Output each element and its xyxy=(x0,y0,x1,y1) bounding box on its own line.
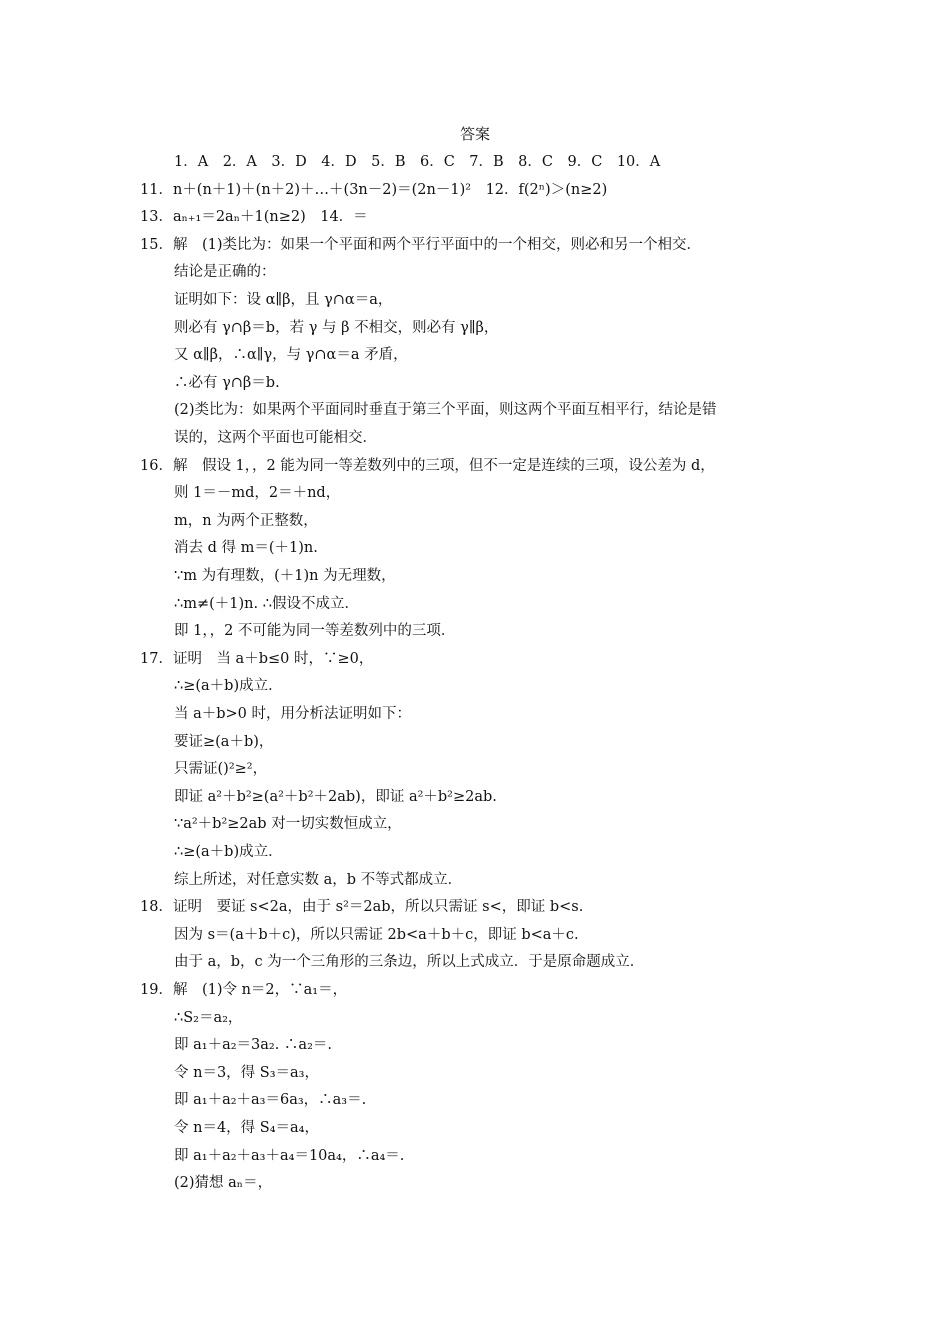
answer-line: ∴m≠(＋1)n. ∴假设不成立． xyxy=(174,596,359,612)
answer-line: 则必有 γ∩β＝b，若 γ 与 β 不相交，则必有 γ∥β， xyxy=(174,320,499,336)
answer-line: ∴≥(a＋b)成立． xyxy=(174,678,283,694)
answer-line: 因为 s＝(a＋b＋c)，所以只需证 2b<a＋b＋c，即证 b<a＋c. xyxy=(174,927,579,943)
answer-line: (2)类比为：如果两个平面同时垂直于第三个平面，则这两个平面互相平行，结论是错 xyxy=(174,402,717,418)
answer-line: ∴必有 γ∩β＝b. xyxy=(174,375,280,391)
answer-line: m，n 为两个正整数， xyxy=(174,513,318,529)
answer-line-18: 18．证明 要证 s<2a，由于 s²＝2ab，所以只需证 s<，即证 b<s. xyxy=(140,899,584,915)
answer-line: ∴≥(a＋b)成立． xyxy=(174,844,283,860)
answer-line: 即证 a²＋b²≥(a²＋b²＋2ab)，即证 a²＋b²≥2ab. xyxy=(174,789,497,805)
answer-line: 消去 d 得 m＝(＋1)n. xyxy=(174,540,318,556)
answer-line: 证明如下：设 α∥β，且 γ∩α＝a， xyxy=(174,292,393,308)
answer-line: 又 α∥β，∴α∥γ，与 γ∩α＝a 矛盾， xyxy=(174,347,408,363)
answer-line: 误的，这两个平面也可能相交． xyxy=(174,430,377,446)
answer-line: 令 n＝3，得 S₃＝a₃， xyxy=(174,1065,319,1081)
answer-line: 只需证()²≥²， xyxy=(174,761,268,777)
answer-line-15: 15．解 (1)类比为：如果一个平面和两个平行平面中的一个相交，则必和另一个相交． xyxy=(140,237,701,253)
answer-line-16: 16．解 假设 1，，2 能为同一等差数列中的三项，但不一定是连续的三项，设公差为 d， xyxy=(140,458,715,474)
answer-line: 则 1＝－md，2＝＋nd， xyxy=(174,485,341,501)
answer-line: 即 a₁＋a₂＋a₃＋a₄＝10a₄，∴a₄＝. xyxy=(174,1148,405,1164)
answer-line: 即 1，，2 不可能为同一等差数列中的三项． xyxy=(174,623,456,639)
answer-line-choices: 1．A 2．A 3．D 4．D 5．B 6．C 7．B 8．C 9．C 10．A xyxy=(174,154,661,170)
answer-line: 即 a₁＋a₂＋a₃＝6a₃，∴a₃＝. xyxy=(174,1092,367,1108)
answer-line: 即 a₁＋a₂＝3a₂. ∴a₂＝. xyxy=(174,1037,332,1053)
answer-line: ∵m 为有理数，(＋1)n 为无理数， xyxy=(174,568,396,584)
answer-line: (2)猜想 aₙ＝， xyxy=(174,1175,273,1191)
answer-line: 要证≥(a＋b)， xyxy=(174,734,274,750)
answer-line: 当 a＋b>0 时，用分析法证明如下： xyxy=(174,706,412,722)
answer-line: 结论是正确的： xyxy=(174,264,276,280)
answer-line-11-12: 11．n＋(n＋1)＋(n＋2)＋…＋(3n－2)＝(2n－1)² 12．f(2ⁿ)＞(n≥2) xyxy=(140,182,608,198)
answer-line-13-14: 13．aₙ₊₁＝2aₙ＋1(n≥2) 14．＝ xyxy=(140,209,368,225)
answer-line-19: 19．解 (1)令 n＝2，∵a₁＝， xyxy=(140,982,348,998)
answer-line: 综上所述，对任意实数 a，b 不等式都成立． xyxy=(174,872,463,888)
answer-line: ∴S₂＝a₂， xyxy=(174,1010,243,1026)
answer-line: 由于 a，b，c 为一个三角形的三条边，所以上式成立．于是原命题成立． xyxy=(174,954,645,970)
answer-line: ∵a²＋b²≥2ab 对一切实数恒成立， xyxy=(174,816,402,832)
answer-line: 令 n＝4，得 S₄＝a₄， xyxy=(174,1120,319,1136)
answer-line-17: 17．证明 当 a＋b≤0 时，∵≥0， xyxy=(140,651,374,667)
page-title: 答案 xyxy=(459,125,490,143)
